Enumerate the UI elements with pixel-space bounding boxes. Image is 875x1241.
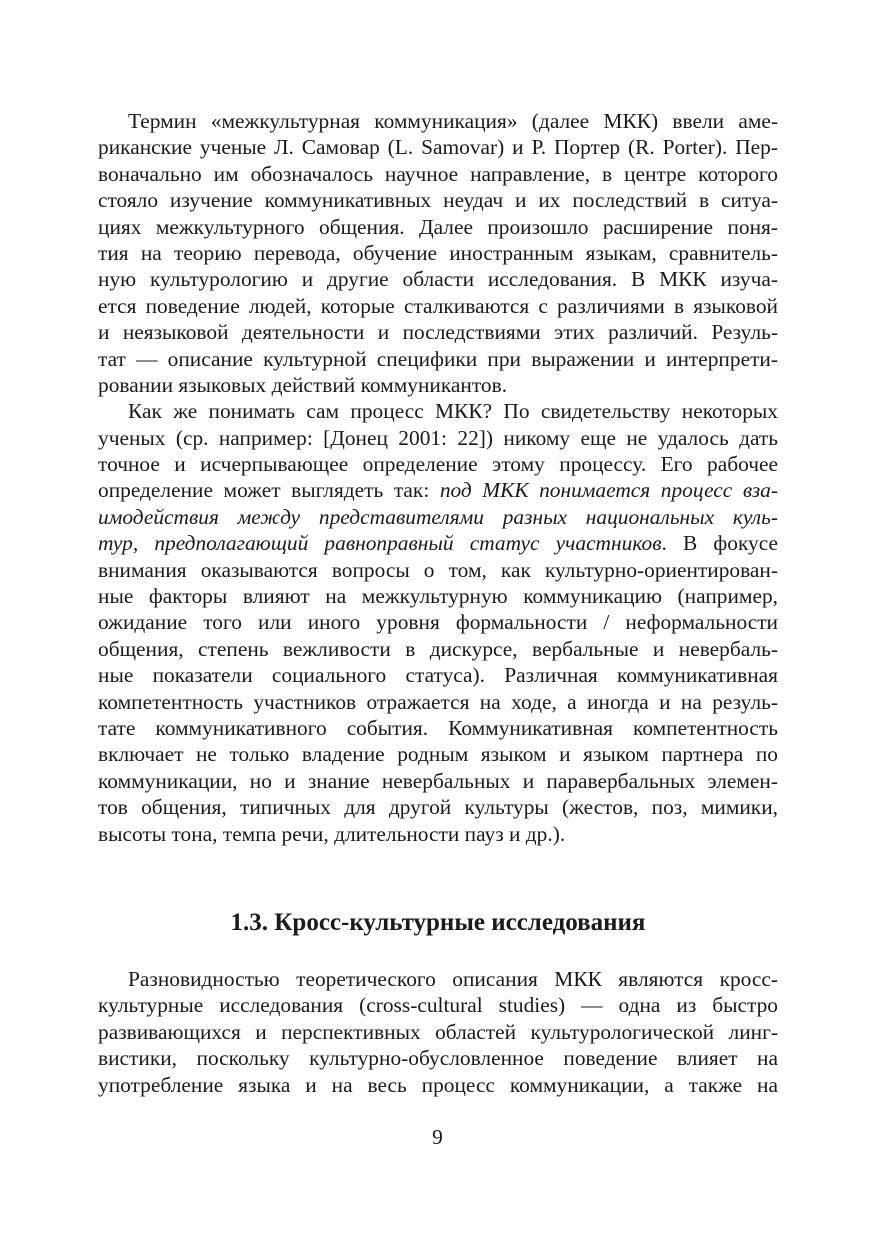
text-line: циях межкультурного общения. Далее произошло расширение поня- xyxy=(98,214,778,239)
text-line: и неязыковой деятельности и последствиями этих различий. Резуль- xyxy=(98,320,778,345)
italic-definition: имодействия между представителями разных национальных куль- xyxy=(98,504,778,529)
paragraph-cross-cultural xyxy=(98,966,778,1098)
italic-definition: под МКК понимается процесс вза- xyxy=(439,478,778,503)
text-line: тате коммуникативного события. Коммуникативная компетентность xyxy=(98,715,778,740)
text-line: культурные исследования (cross-cultural studies) — одна из быстро xyxy=(98,993,778,1018)
text-line: высоты тона, темпа речи, длительности пауз и др.). xyxy=(98,821,566,846)
text-line: коммуникации, но и знание невербальных и паравербальных элемен- xyxy=(98,768,778,793)
text-line: развивающихся и перспективных областей культурологической линг- xyxy=(98,1019,778,1044)
text-line: точное и исчерпывающее определение этому процессу. Его рабочее xyxy=(98,452,778,477)
italic-definition: тур, предполагающий равноправный статус участников xyxy=(98,531,662,556)
text-line: Разновидностью теоретического описания МКК являются кросс- xyxy=(128,967,778,991)
text-line: ные показатели социального статуса). Различная коммуникативная xyxy=(98,663,778,688)
text-line: Как же понимать сам процесс МКК? По свидетельству некоторых xyxy=(128,399,778,424)
text-line: компетентность участников отражается на ходе, а иногда и на резуль- xyxy=(98,689,778,714)
text-line: воначально им обозначалось научное направление, в центре которого xyxy=(98,161,778,186)
text-line: стояло изучение коммуникативных неудач и их последствий в ситуа- xyxy=(98,188,778,213)
section-heading: 1.3. Кросс-культурные исследования xyxy=(230,909,646,936)
page-body xyxy=(98,108,778,1097)
paragraph-intro xyxy=(98,108,778,398)
page-number: 9 xyxy=(432,1125,443,1149)
text-line xyxy=(98,530,778,556)
text-line: включает не только владение родным языком и языком партнера по xyxy=(98,742,778,767)
text-line: ную культурологию и другие области исследования. В МКК изуча- xyxy=(98,267,778,292)
text-line: Термин «межкультурная коммуникация» (далее МКК) ввели аме- xyxy=(128,109,778,133)
text-line: тия на теорию перевода, обучение иностранным языкам, сравнитель- xyxy=(98,240,778,265)
text-line xyxy=(98,477,778,503)
text-line: ровании языковых действий коммуникантов. xyxy=(98,372,508,397)
text-line: тов общения, типичных для другой культуры (жестов, поз, мимики, xyxy=(98,795,778,820)
text-line: внимания оказываются вопросы о том, как культурно-ориентирован- xyxy=(98,557,778,582)
paragraph-definition xyxy=(98,398,778,847)
text-line xyxy=(98,504,778,530)
text-line: ожидание того или иного уровня формальности / неформальности xyxy=(98,610,778,635)
text-line: риканские ученые Л. Самовар (L. Samovar) и Р. Портер (R. Porter). Пер- xyxy=(98,135,778,160)
text-line: общения, степень вежливости в дискурсе, вербальные и невербаль- xyxy=(98,636,778,661)
text-line: употребление языка и на весь процесс коммуникации, а также на xyxy=(98,1072,778,1097)
text-line: тат — описание культурной специфики при выражении и интерпрети- xyxy=(98,346,778,371)
text-line: ные факторы влияют на межкультурную коммуникацию (например, xyxy=(98,584,778,609)
text-line: ется поведение людей, которые сталкиваются с различиями в языковой xyxy=(98,293,778,318)
text-fragment: . В фокусе xyxy=(661,531,778,556)
text-line: вистики, поскольку культурно-обусловленное поведение влияет на xyxy=(98,1046,778,1071)
text-line: ученых (ср. например: [Донец 2001: 22]) никому еще не удалось дать xyxy=(98,425,778,450)
text-fragment: определение может выглядеть так: xyxy=(98,478,440,503)
